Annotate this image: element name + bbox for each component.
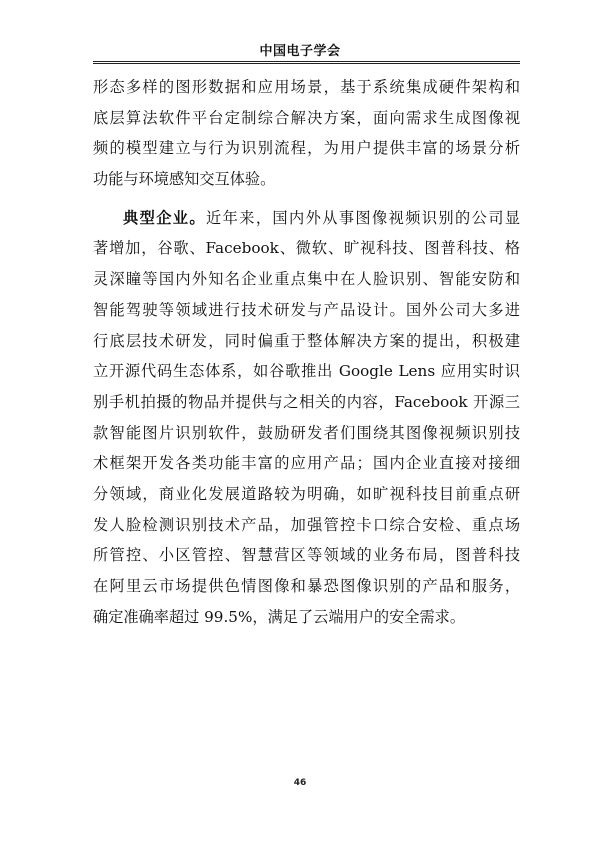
- text-line: 立开源代码生态体系，如谷歌推出 Google Lens 应用实时识: [93, 362, 520, 381]
- text-line: 形态多样的图形数据和应用场景，基于系统集成硬件架构和: [93, 78, 520, 96]
- paragraph-1: [93, 72, 520, 195]
- text-line: 底层算法软件平台定制综合解决方案，面向需求生成图像视: [93, 108, 520, 127]
- text-line: 功能与环境感知交互体验。: [93, 170, 276, 189]
- header-divider-secondary: [93, 63, 520, 64]
- paragraph-2: [93, 203, 520, 633]
- paragraph-lead-heading: 典型企业。: [123, 208, 207, 227]
- header-divider: [93, 61, 520, 62]
- page-header-title: 中国电子学会: [259, 44, 341, 59]
- text-line: 在阿里云市场提供色情图像和暴恐图像识别的产品和服务，: [93, 577, 520, 595]
- text-line: 确定准确率超过 99.5%，满足了云端用户的安全需求。: [93, 607, 466, 626]
- document-body: [93, 72, 520, 632]
- text-line: 术框架开发各类功能丰富的应用产品；国内企业直接对接细: [93, 454, 520, 473]
- text-line: 频的模型建立与行为识别流程，为用户提供丰富的场景分析: [93, 139, 520, 158]
- text-line-rest: 近年来，国内外从事图像视频识别的公司显: [206, 208, 520, 227]
- text-line-first: [93, 203, 520, 234]
- text-line: 款智能图片识别软件，鼓励研发者们围绕其图像视频识别技: [93, 423, 520, 442]
- text-line: 著增加，谷歌、Facebook、微软、旷视科技、图普科技、格: [93, 239, 520, 258]
- page-number: 46: [293, 778, 307, 788]
- text-line: 所管控、小区管控、智慧营区等领域的业务布局，图普科技: [93, 546, 520, 565]
- text-line: 别手机拍摄的物品并提供与之相关的内容，Facebook 开源三: [93, 392, 520, 411]
- text-line: 行底层技术研发，同时偏重于整体解决方案的提出，积极建: [93, 331, 520, 350]
- text-line: 发人脸检测识别技术产品，加强管控卡口综合安检、重点场: [93, 515, 520, 534]
- text-line: 灵深瞳等国内外知名企业重点集中在人脸识别、智能安防和: [93, 270, 520, 289]
- text-line: 分领域，商业化发展道路较为明确，如旷视科技目前重点研: [93, 484, 520, 503]
- text-line: 智能驾驶等领域进行技术研发与产品设计。国外公司大多进: [93, 300, 520, 319]
